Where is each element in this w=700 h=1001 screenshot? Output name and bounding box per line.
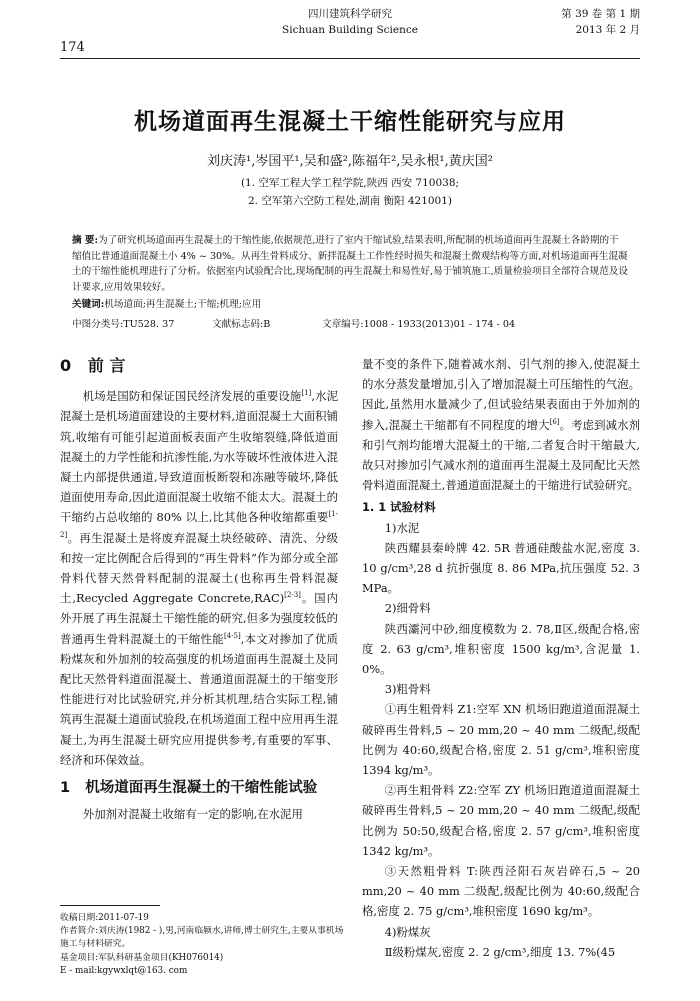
citation-4: [4-5]: [223, 631, 241, 640]
clc-number: 中图分类号:TU528. 37: [72, 319, 175, 330]
author-email: E - mail:kgywxlqt@163. com: [60, 965, 188, 976]
article-number: 文章编号:1008 - 1933(2013)01 - 174 - 04: [322, 319, 516, 330]
left-column: [60, 356, 338, 824]
material-3-text-2: ②再生粗骨料 Z2:空军 ZY 机场旧跑道道面混凝土破碎再生骨料,5 ~ 20 mm,20 ~ 40 mm 二级配,级配比例为 50:50,级配合格,密度 2. 57 g/cm³,堆积密度 1342 kg/m³。: [362, 783, 640, 858]
author-bio: 作者简介:刘庆涛(1982 - ),男,河南临颍水,讲师,博士研究生,主要从事机场施工与材料研究。: [60, 926, 344, 950]
section-1-paragraph: 外加剂对混凝土收缩有一定的影响,在水泥用: [82, 807, 303, 822]
section-0-number: 0: [60, 356, 72, 375]
material-3-text-1: ①再生粗骨料 Z1:空军 XN 机场旧跑道道面混凝土破碎再生骨料,5 ~ 20 mm,20 ~ 40 mm 二级配,级配比例为 40:60,级配合格,密度 2. 51 g/cm³,堆积密度 1394 kg/m³。: [362, 702, 640, 778]
fund-info: 基金项目:军队科研基金项目(KH076014): [60, 952, 224, 963]
issue-date: 2013 年 2 月: [575, 24, 640, 36]
subsection-1-1-heading: 1. 1 试验材料: [362, 500, 436, 515]
keywords-label: 关键词:: [72, 299, 105, 310]
doc-code: 文献标志码:B: [212, 319, 271, 330]
header-rule: [60, 58, 640, 59]
material-2-title: 2)细骨料: [384, 601, 431, 616]
section-1-title: 机场道面再生混凝土的干缩性能试验: [85, 780, 318, 797]
keywords: [72, 296, 628, 310]
affiliation-1: (1. 空军工程大学工程学院,陕西 西安 710038;: [240, 177, 460, 189]
footnote-rule: [60, 905, 160, 906]
affiliation-2: 2. 空军第六空防工程处,湖南 衡阳 421001): [247, 195, 453, 207]
section-1-number: 1: [60, 780, 71, 797]
journal-name-cn: 四川建筑科学研究: [308, 8, 392, 20]
admixture-text-1: 量不变的条件下,随着减水剂、引气剂的掺入,使混凝土的水分蒸发量增加,引入了增加混凝土可压缩性的气泡。因此,虽然用水量减少了,但试验结果表面由于外加剂的掺入,混凝土干缩都有不同程度的增大: [362, 357, 640, 432]
received-date: 收稿日期:2011-07-19: [60, 913, 149, 923]
volume-issue: 第 39 卷 第 1 期: [561, 8, 640, 20]
material-2-text: 陕西灞河中砂,细度模数为 2. 78,Ⅱ区,级配合格,密度 2. 63 g/cm³,堆积密度 1500 kg/m³,含泥量 1. 0%。: [362, 621, 640, 677]
citation-2: [1-2]: [60, 510, 338, 539]
material-3-title: 3)粗骨料: [384, 682, 431, 697]
intro-text-1: 机场是国防和保证国民经济发展的重要设施: [82, 389, 302, 404]
material-1-text: 陕西耀县秦岭牌 42. 5R 普通硅酸盐水泥,密度 3. 10 g/cm³,28 d 抗折强度 8. 86 MPa,抗压强度 52. 3 MPa。: [362, 540, 640, 596]
issue-info: [500, 6, 640, 38]
intro-text-4: 。国内外开展了再生混凝土干缩性能的研究,但多为强度较低的普通再生骨料混凝土的干缩性能: [60, 591, 338, 646]
page-number: 174: [60, 40, 85, 55]
intro-paragraph: [60, 386, 338, 770]
material-4-title: 4)粉煤灰: [384, 924, 431, 939]
intro-text-2: ,水泥混凝土是机场道面建设的主要材料,道面混凝土大面积铺筑,收缩有可能引起道面板表面产生收缩裂缝,降低道面混凝土的力学性能和抗渗性能,为水等破坏性液体进入混凝土内部提供通道,导致道面板断裂和冻融等破坏,降低道面使用寿命,因此道面混凝土收缩不能太大。混凝土的干缩约占总收缩的 80% 以上,比其他各种收缩都重要: [60, 389, 338, 525]
journal-name-en: Sichuan Building Science: [282, 24, 418, 36]
abstract-label: 摘 要:: [72, 235, 99, 246]
material-1-title: 1)水泥: [384, 520, 420, 535]
admixture-paragraph: [362, 354, 640, 495]
author-list: 刘庆涛¹,岑国平¹,吴和盛²,陈福年²,吴永根¹,黄庆国²: [207, 154, 493, 169]
section-1-heading: [60, 776, 338, 800]
material-3-text-3: ③天然粗骨料 T:陕西泾阳石灰岩碎石,5 ~ 20 mm,20 ~ 40 mm 二级配,级配比例为 40:60,级配合格,密度 2. 75 g/cm³,堆积密度 1690 kg/m³。: [362, 864, 640, 919]
citation-6: [6]: [549, 417, 560, 426]
material-4-text: Ⅱ级粉煤灰,密度 2. 2 g/cm³,细度 13. 7%(45: [384, 944, 616, 959]
footnote: [60, 912, 350, 978]
intro-text-3: 。再生混凝土是将废弃混凝土块经破碎、清洗、分级和按一定比例配合后得到的“再生骨料”作为部分或全部骨料代替天然骨料配制的混凝土(也称再生骨料混凝土,Recycled Aggregate Concrete,RAC): [60, 530, 338, 606]
citation-3: [2-3]: [284, 591, 301, 600]
section-0-title: 前 言: [87, 356, 126, 375]
abstract: [72, 233, 628, 295]
right-column: [362, 354, 640, 962]
section-0-heading: [60, 356, 338, 376]
admixture-text-2: 。考虑到减水剂和引气剂均能增大混凝土的干缩,二者复合时干缩最大,故只对掺加引气减水剂的道面再生混凝土及同配比天然骨料道面混凝土,普通道面混凝土的干缩进行试验研究。: [362, 417, 640, 493]
abstract-text: 为了研究机场道面再生混凝土的干缩性能,依据规范,进行了室内干缩试验,结果表明,所配制的机场道面再生混凝土各龄期的干缩值比普通道面混凝土小 4% ~ 30%。从再生骨料成分、新拌混凝土工作性经时损失和混凝土微观结构等方面,对机场道面再生混凝土的干缩性能机理进行了分析。依据室内试验配合比,现场配制的再生混凝土和易性好,易于铺筑施工,质量检验项目全部符合规范及设计要求,应用效果较好。: [72, 235, 628, 293]
intro-text-5: ,本文对掺加了优质粉煤灰和外加剂的较高强度的机场道面再生混凝土及同配比天然骨料道面混凝土、普通道面混凝土的干缩变形性能进行对比试验研究,并分析其机理,结合实际工程,铺筑再生混凝土道面试验段,在机场道面工程中应用再生混凝土,为再生混凝土研究应用提供参考,有重要的军事、经济和环保效益。: [60, 631, 338, 767]
paper-title: 机场道面再生混凝土干缩性能研究与应用: [134, 108, 566, 135]
citation-1: [1]: [301, 389, 312, 398]
keywords-text: 机场道面;再生混凝土;干缩;机理;应用: [104, 299, 262, 310]
journal-header: [230, 6, 470, 38]
